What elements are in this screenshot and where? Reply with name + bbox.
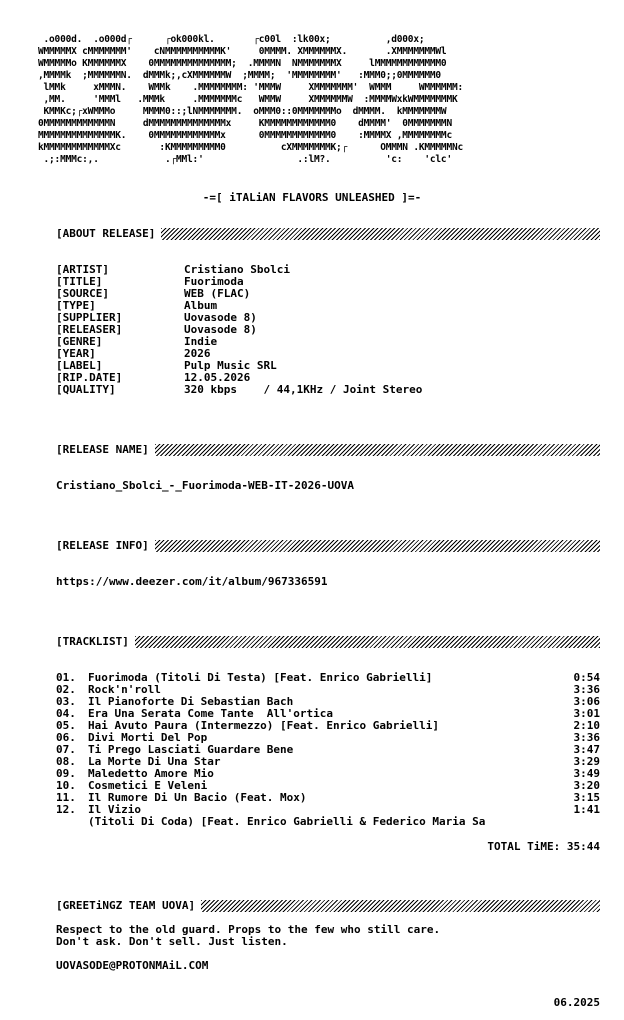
section-label-greetings: [GREETiNGZ TEAM UOVA]	[56, 899, 196, 912]
contact-email: UOVASODE@PROTONMAiL.COM	[56, 959, 209, 972]
about-row-source: [SOURCE] WEB (FLAC)	[56, 287, 251, 300]
section-label-release-name: [RELEASE NAME]	[56, 443, 149, 456]
greetings-line: Don't ask. Don't sell. Just listen.	[56, 935, 288, 948]
tagline: -=[ iTALiAN FLAVORS UNLEASHED ]=-	[202, 191, 422, 204]
track-row: 03. Il Pianoforte Di Sebastian Bach 3:06	[56, 695, 600, 708]
section-divider	[155, 444, 600, 456]
track-title-continuation: (Titoli Di Coda) [Feat. Enrico Gabrielli & Federico Maria Sa	[88, 816, 486, 828]
release-info-url: https://www.deezer.com/it/album/967336591	[56, 575, 328, 588]
section-header-tracklist	[56, 635, 600, 649]
track-row: 09. Maledetto Amore Mio 3:49	[56, 767, 600, 780]
section-header-release-name	[56, 443, 600, 457]
track-row: 04. Era Una Serata Come Tante All'ortica 3:01	[56, 707, 600, 720]
section-header-release-info	[56, 539, 600, 553]
about-list	[56, 264, 422, 396]
about-row-releaser: [RELEASER] Uovasode 8)	[56, 323, 257, 336]
track-row: 01. Fuorimoda (Titoli Di Testa) [Feat. Enrico Gabrielli] 0:54	[56, 671, 600, 684]
track-row: 06. Divi Morti Del Pop 3:36	[56, 731, 600, 744]
section-divider	[155, 540, 600, 552]
about-row-year: [YEAR] 2026	[56, 347, 211, 360]
ascii-logo: .o000d. .o000d┌ ┌ok000kl. ┌c00l :lk00x; ,d000x; WMMMMMX cMMMMMMM' cNMMMMMMMMMMK' 0MMMM. XMMMMMMX. .XMMMMMMMWl WMMMMMo KMMMMMMX 0MMMMMMMMMMMMMM; .MMMMN NMMMMMMMX lMMMMMMMMMMMM0 ,MMMMk ;MMMMMMN. dMMMk;,cXMMMMMMW ;MMMM; 'MMMMMMMM' :MMM0;;0MMMMMM0 lMMk xMMMN. WMMk .MMMMMMMM: 'MMMW XMMMMMMM' WMMM WMMMMMM: ,MM. 'MMMl .MMMk .MMMMMMMc WMMW XMMMMMMW :MMMMWxkWMMMMMMMK KMMKc;┌xWMMMo MMMM0::;lNMMMMMMM. oMMM0::0MMMMMMMo dMMMM. kMMMMMMMW 0MMMMMMMMMMMMN dMMMMMMMMMMMMMMx KMMMMMMMMMMMM0 dMMMM' 0MMMMMMMN MMMMMMMMMMMMMMK. 0MMMMMMMMMMMMx 0MMMMMMMMMMMM0 :MMMMX ,MMMMMMMMc kMMMMMMMMMMMMXc :KMMMMMMMMM0 cXMMMMMMMK;┌ OMMMN .KMMMMMNc .;:MMMc:,. .┌MMl:' .:lM?. 'c: 'clc'	[38, 34, 464, 165]
section-divider	[135, 636, 600, 648]
about-row-quality: [QUALITY] 320 kbps / 44,1KHz / Joint Stereo	[56, 383, 423, 396]
section-divider	[201, 900, 600, 912]
about-row-title: [TITLE] Fuorimoda	[56, 275, 244, 288]
about-row-supplier: [SUPPLIER] Uovasode 8)	[56, 311, 257, 324]
track-row: 07. Ti Prego Lasciati Guardare Bene 3:47	[56, 743, 600, 756]
section-label-about: [ABOUT RELEASE]	[56, 227, 156, 240]
release-name-value: Cristiano_Sbolci_-_Fuorimoda-WEB-IT-2026-UOVA	[56, 479, 355, 492]
tracklist	[56, 672, 600, 828]
footer-date: 06.2025	[553, 996, 600, 1009]
greetings-text	[56, 924, 440, 948]
about-row-rip-date: [RIP.DATE] 12.05.2026	[56, 371, 251, 384]
track-row: 11. Il Rumore Di Un Bacio (Feat. Mox) 3:15	[56, 791, 600, 804]
section-header-greetings	[56, 899, 600, 913]
track-row: 02. Rock'n'roll 3:36	[56, 683, 600, 696]
section-header-about	[56, 227, 600, 241]
greetings-line: Respect to the old guard. Props to the few who still care.	[56, 923, 441, 936]
track-row: 10. Cosmetici E Veleni 3:20	[56, 779, 600, 792]
about-row-type: [TYPE] Album	[56, 299, 218, 312]
section-divider	[161, 228, 600, 240]
about-row-label: [LABEL] Pulp Music SRL	[56, 359, 277, 372]
track-row: 08. La Morte Di Una Star 3:29	[56, 755, 600, 768]
track-row: 05. Hai Avuto Paura (Intermezzo) [Feat. Enrico Gabrielli] 2:10	[56, 719, 600, 732]
section-label-release-info: [RELEASE INFO]	[56, 539, 149, 552]
track-row: 12. Il Vizio 1:41	[56, 803, 600, 816]
about-row-genre: [GENRE] Indie	[56, 335, 218, 348]
total-time: TOTAL TiME: 35:44	[487, 840, 600, 853]
about-row-artist: [ARTIST] Cristiano Sbolci	[56, 263, 290, 276]
section-label-tracklist: [TRACKLIST]	[56, 635, 129, 648]
